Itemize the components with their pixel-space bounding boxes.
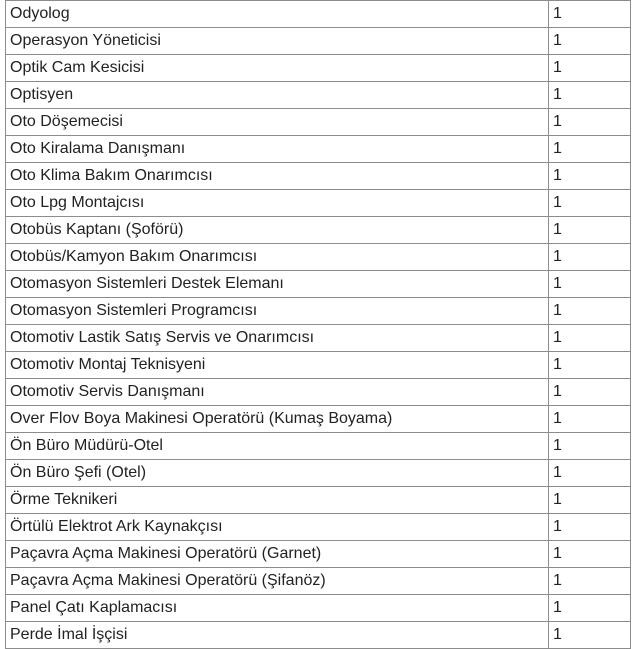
- table-row: [6, 325, 631, 352]
- table-row: [6, 379, 631, 406]
- occupation-name-cell: Ön Büro Şefi (Otel): [6, 460, 549, 487]
- occupation-name-cell: Oto Döşemecisi: [6, 109, 549, 136]
- table-row: [6, 352, 631, 379]
- table-row: [6, 568, 631, 595]
- occupation-name-cell: Paçavra Açma Makinesi Operatörü (Şifanöz): [6, 568, 549, 595]
- occupation-name-cell: Örme Teknikeri: [6, 487, 549, 514]
- occupation-count-cell: 1: [549, 622, 631, 649]
- occupation-table: [5, 0, 631, 649]
- occupation-count-cell: 1: [549, 55, 631, 82]
- table-row: [6, 55, 631, 82]
- table-row: [6, 28, 631, 55]
- occupation-count-cell: 1: [549, 595, 631, 622]
- occupation-count-cell: 1: [549, 541, 631, 568]
- occupation-name-cell: Otomotiv Montaj Teknisyeni: [6, 352, 549, 379]
- table-row: [6, 271, 631, 298]
- occupation-name-cell: Oto Klima Bakım Onarımcısı: [6, 163, 549, 190]
- occupation-name-cell: Otomotiv Servis Danışmanı: [6, 379, 549, 406]
- occupation-table-body: [6, 1, 631, 649]
- table-row: [6, 136, 631, 163]
- occupation-name-cell: Otomasyon Sistemleri Destek Elemanı: [6, 271, 549, 298]
- occupation-name-cell: Perde İmal İşçisi: [6, 622, 549, 649]
- occupation-count-cell: 1: [549, 352, 631, 379]
- occupation-count-cell: 1: [549, 109, 631, 136]
- occupation-count-cell: 1: [549, 190, 631, 217]
- occupation-count-cell: 1: [549, 244, 631, 271]
- table-row: [6, 541, 631, 568]
- occupation-count-cell: 1: [549, 433, 631, 460]
- table-row: [6, 433, 631, 460]
- occupation-name-cell: Optik Cam Kesicisi: [6, 55, 549, 82]
- occupation-count-cell: 1: [549, 136, 631, 163]
- occupation-count-cell: 1: [549, 460, 631, 487]
- table-row: [6, 190, 631, 217]
- occupation-count-cell: 1: [549, 379, 631, 406]
- occupation-count-cell: 1: [549, 217, 631, 244]
- table-row: [6, 622, 631, 649]
- table-row: [6, 1, 631, 28]
- occupation-name-cell: Paçavra Açma Makinesi Operatörü (Garnet): [6, 541, 549, 568]
- occupation-count-cell: 1: [549, 271, 631, 298]
- table-row: [6, 109, 631, 136]
- occupation-name-cell: Otobüs/Kamyon Bakım Onarımcısı: [6, 244, 549, 271]
- occupation-count-cell: 1: [549, 28, 631, 55]
- table-row: [6, 406, 631, 433]
- occupation-count-cell: 1: [549, 163, 631, 190]
- occupation-count-cell: 1: [549, 82, 631, 109]
- occupation-name-cell: Oto Lpg Montajcısı: [6, 190, 549, 217]
- occupation-count-cell: 1: [549, 514, 631, 541]
- occupation-name-cell: Operasyon Yöneticisi: [6, 28, 549, 55]
- occupation-name-cell: Optisyen: [6, 82, 549, 109]
- table-row: [6, 82, 631, 109]
- table-row: [6, 217, 631, 244]
- occupation-count-cell: 1: [549, 406, 631, 433]
- occupation-name-cell: Oto Kiralama Danışmanı: [6, 136, 549, 163]
- table-row: [6, 244, 631, 271]
- occupation-name-cell: Otobüs Kaptanı (Şoförü): [6, 217, 549, 244]
- table-row: [6, 298, 631, 325]
- occupation-count-cell: 1: [549, 487, 631, 514]
- table-row: [6, 163, 631, 190]
- occupation-count-cell: 1: [549, 1, 631, 28]
- occupation-name-cell: Odyolog: [6, 1, 549, 28]
- occupation-name-cell: Otomotiv Lastik Satış Servis ve Onarımcısı: [6, 325, 549, 352]
- occupation-name-cell: Örtülü Elektrot Ark Kaynakçısı: [6, 514, 549, 541]
- table-row: [6, 460, 631, 487]
- occupation-name-cell: Ön Büro Müdürü-Otel: [6, 433, 549, 460]
- occupation-name-cell: Over Flov Boya Makinesi Operatörü (Kumaş Boyama): [6, 406, 549, 433]
- occupation-name-cell: Panel Çatı Kaplamacısı: [6, 595, 549, 622]
- occupation-count-cell: 1: [549, 568, 631, 595]
- occupation-count-cell: 1: [549, 325, 631, 352]
- table-row: [6, 595, 631, 622]
- table-row: [6, 487, 631, 514]
- table-row: [6, 514, 631, 541]
- occupation-name-cell: Otomasyon Sistemleri Programcısı: [6, 298, 549, 325]
- occupation-count-cell: 1: [549, 298, 631, 325]
